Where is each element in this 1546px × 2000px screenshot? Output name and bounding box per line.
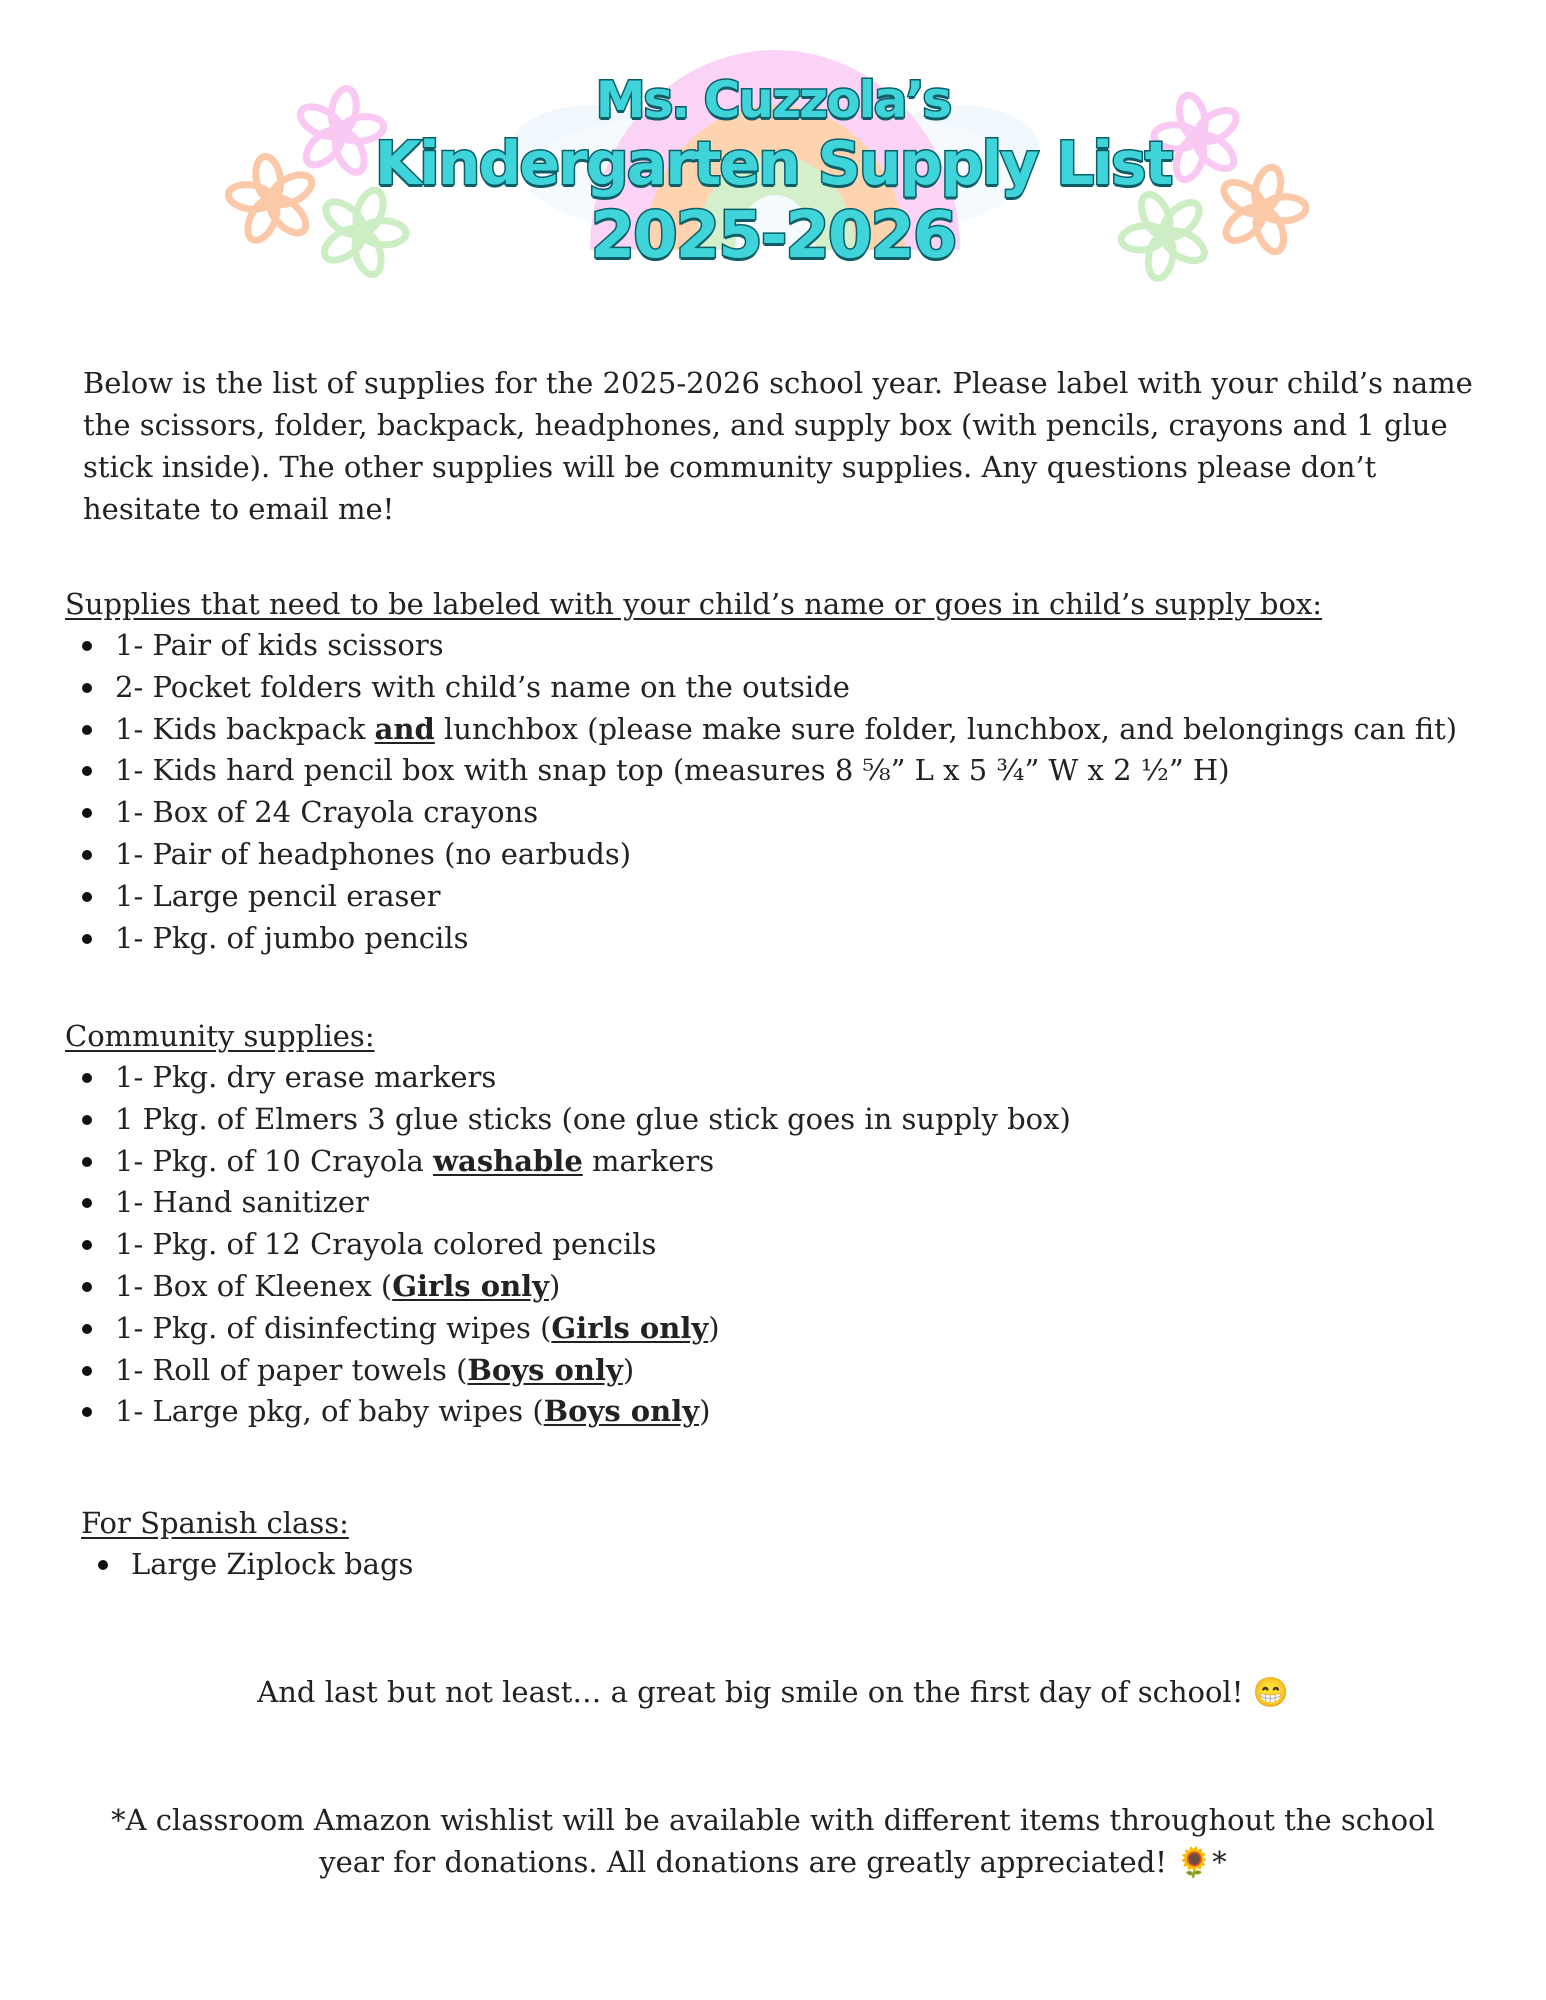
list-item: 1- Pkg. dry erase markers	[65, 1057, 1071, 1099]
list-item: 1- Pair of headphones (no earbuds)	[65, 834, 1457, 876]
list-item: 1- Pkg. of 10 Crayola washable markers	[65, 1141, 1071, 1183]
title-list-name: Kindergarten Supply List	[374, 129, 1172, 199]
list-item: 1- Roll of paper towels (Boys only)	[65, 1350, 1071, 1392]
spanish-class-list	[81, 1544, 413, 1586]
list-item: Large Ziplock bags	[81, 1544, 413, 1586]
list-item: 2- Pocket folders with child’s name on the outside	[65, 667, 1457, 709]
wishlist-note-line1: *A classroom Amazon wishlist will be available with different items throughout the school	[111, 1803, 1435, 1837]
list-item: 1- Large pkg, of baby wipes (Boys only)	[65, 1391, 1071, 1433]
list-item: 1- Box of Kleenex (Girls only)	[65, 1266, 1071, 1308]
emphasis-text: and	[374, 711, 435, 746]
list-item: 1- Box of 24 Crayola crayons	[65, 792, 1457, 834]
list-item: 1 Pkg. of Elmers 3 glue sticks (one glue stick goes in supply box)	[65, 1099, 1071, 1141]
page-title	[0, 70, 1546, 274]
community-supplies-heading: Community supplies:	[65, 1019, 375, 1053]
list-item: 1- Kids backpack and lunchbox (please make sure folder, lunchbox, and belongings can fit)	[65, 709, 1457, 751]
community-supplies-list	[65, 1057, 1071, 1433]
smile-message: And last but not least… a great big smile on the first day of school! 😁	[257, 1675, 1289, 1709]
list-item: 1- Pkg. of disinfecting wipes (Girls only)	[65, 1308, 1071, 1350]
title-school-year: 2025-2026	[590, 199, 956, 273]
labeled-supplies-list	[65, 625, 1457, 959]
list-item: 1- Kids hard pencil box with snap top (measures 8 ⅝” L x 5 ¾” W x 2 ½” H)	[65, 750, 1457, 792]
header-banner	[0, 0, 1546, 300]
emphasis-text: Boys only	[543, 1394, 700, 1429]
emphasis-text: Girls only	[551, 1310, 709, 1345]
emphasis-text: Boys only	[467, 1352, 623, 1387]
emphasis-text: washable	[433, 1143, 583, 1178]
list-item: 1- Pkg. of 12 Crayola colored pencils	[65, 1224, 1071, 1266]
list-item: 1- Pkg. of jumbo pencils	[65, 918, 1457, 960]
list-item: 1- Hand sanitizer	[65, 1182, 1071, 1224]
intro-paragraph: Below is the list of supplies for the 2025-2026 school year. Please label with your child’s name the scissors, folder, backpack, headphones, and supply box (with pencils, crayons and 1 glue stick inside). The other supplies will be community supplies. Any questions please don’t hesitate to email me!	[83, 366, 1473, 526]
list-item: 1- Large pencil eraser	[65, 876, 1457, 918]
wishlist-note-line2: year for donations. All donations are greatly appreciated! 🌻*	[319, 1845, 1227, 1879]
list-item: 1- Pair of kids scissors	[65, 625, 1457, 667]
title-teacher-name: Ms. Cuzzola’s	[595, 71, 951, 129]
emphasis-text: Girls only	[392, 1268, 550, 1303]
labeled-supplies-heading: Supplies that need to be labeled with your child’s name or goes in child’s supply box:	[65, 587, 1323, 621]
spanish-class-heading: For Spanish class:	[81, 1506, 349, 1540]
wishlist-note	[0, 1799, 1546, 1883]
